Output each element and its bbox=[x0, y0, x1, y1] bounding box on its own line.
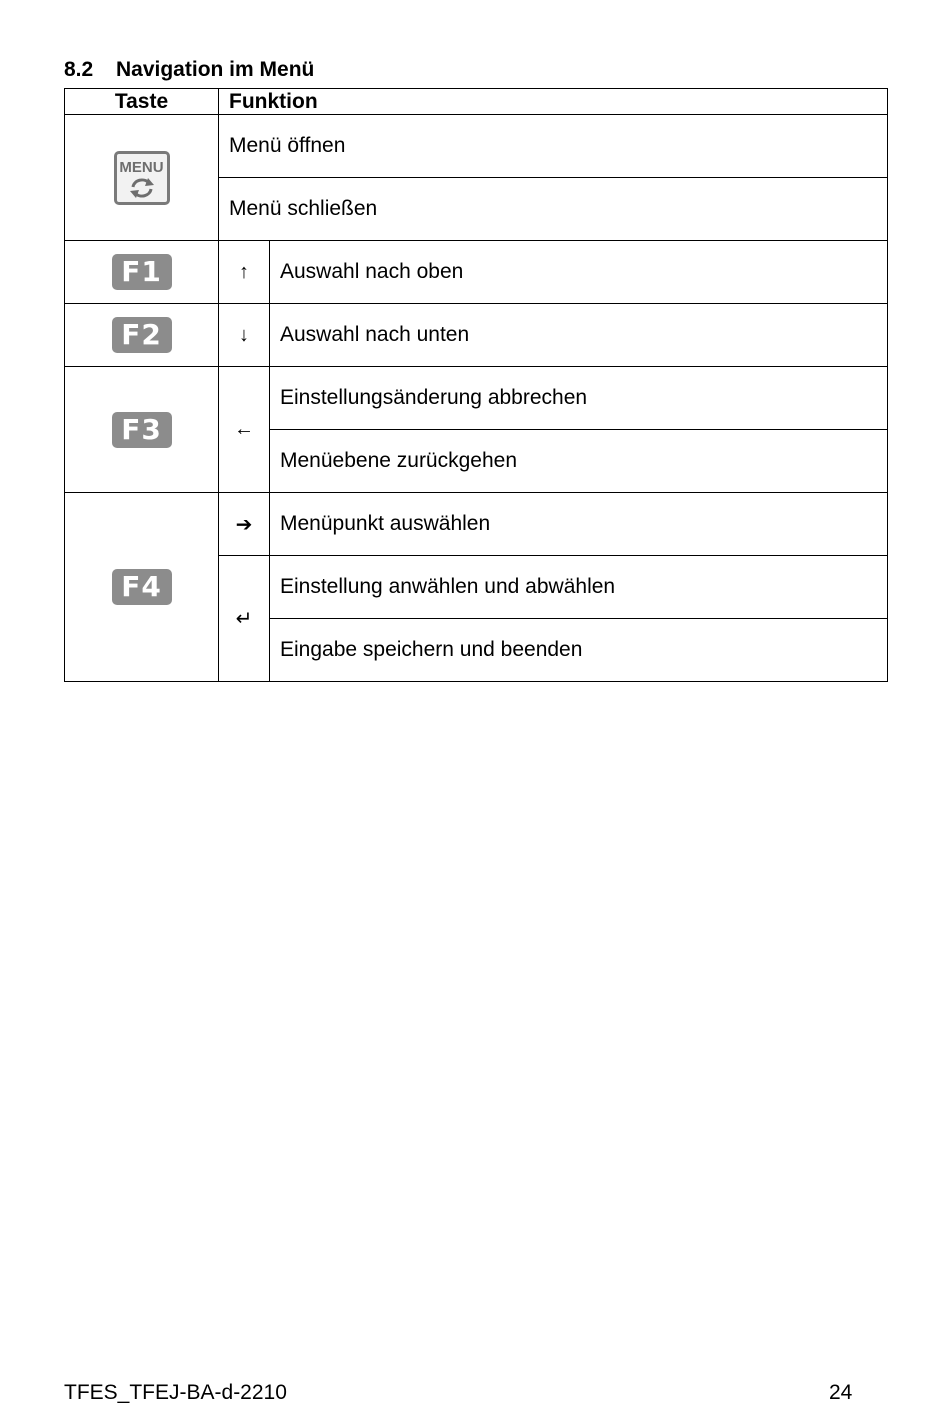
f3-back-text: Menüebene zurückgehen bbox=[270, 430, 888, 493]
f1-key-icon: F1 bbox=[112, 254, 172, 290]
header-funktion: Funktion bbox=[219, 89, 888, 115]
table-row bbox=[65, 367, 888, 430]
navigation-table bbox=[64, 88, 888, 682]
section-number: 8.2 bbox=[64, 58, 94, 81]
f4-toggle-text: Einstellung anwählen und abwählen bbox=[270, 556, 888, 619]
table-row bbox=[65, 115, 888, 178]
f4-save-text: Eingabe speichern und beenden bbox=[270, 619, 888, 682]
f1-function-text: Auswahl nach oben bbox=[270, 241, 888, 304]
f4-key-icon: F4 bbox=[112, 569, 172, 605]
menu-key-label: MENU bbox=[119, 158, 164, 176]
f3-cancel-text: Einstellungsänderung abbrechen bbox=[270, 367, 888, 430]
table-row bbox=[65, 304, 888, 367]
f4-select-text: Menüpunkt auswählen bbox=[270, 493, 888, 556]
f2-function-text: Auswahl nach unten bbox=[270, 304, 888, 367]
menu-key-icon bbox=[114, 151, 170, 205]
table-row bbox=[65, 241, 888, 304]
table-header-row bbox=[65, 89, 888, 115]
arrow-up-icon: ↑ bbox=[219, 241, 270, 304]
table-row bbox=[65, 493, 888, 556]
enter-icon: ↵ bbox=[219, 556, 270, 682]
f2-key-icon: F2 bbox=[112, 317, 172, 353]
menu-close-text: Menü schließen bbox=[219, 178, 888, 241]
section-title: Navigation im Menü bbox=[116, 58, 315, 81]
f3-key-icon: F3 bbox=[112, 412, 172, 448]
arrow-right-icon: ➔ bbox=[219, 493, 270, 556]
refresh-icon bbox=[128, 177, 156, 199]
f1-key-cell bbox=[65, 241, 219, 304]
footer-page-number: 24 bbox=[829, 1381, 853, 1404]
f2-key-cell bbox=[65, 304, 219, 367]
menu-open-text: Menü öffnen bbox=[219, 115, 888, 178]
f4-key-cell bbox=[65, 493, 219, 682]
arrow-down-icon: ↓ bbox=[219, 304, 270, 367]
footer-doc-id: TFES_TFEJ-BA-d-2210 bbox=[64, 1381, 287, 1404]
f3-key-cell bbox=[65, 367, 219, 493]
arrow-left-icon: ← bbox=[219, 367, 270, 493]
header-taste: Taste bbox=[65, 89, 219, 115]
menu-key-cell bbox=[65, 115, 219, 241]
section-heading bbox=[64, 58, 314, 82]
